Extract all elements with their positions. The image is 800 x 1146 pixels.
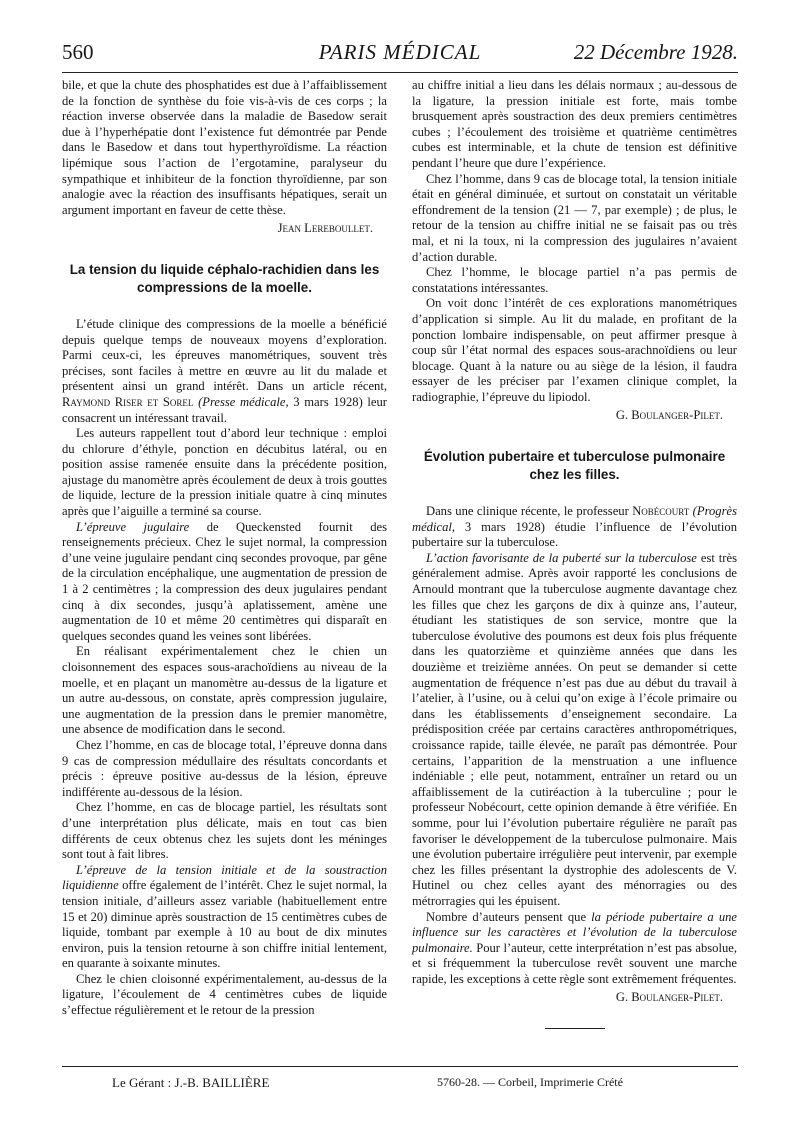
paragraph: au chiffre initial a lieu dans les délais normaux ; au-dessous de la ligature, la pression initiale est forte, mais tombe brusquement après soustraction des deux premiers centimètres cubes ; l’écoulement des troisième et quatrième centimètres cubes est interminable, et la chute de tension est définitive pendant l’heure que dure l’expérience. <box>412 78 737 170</box>
cited-source: (Progrès médical, <box>412 504 737 534</box>
cited-source: (Presse médicale, <box>193 394 289 409</box>
paragraph: En réalisant expérimentalement chez le chien un cloisonnement des espaces sous-arachoïdiens au niveau de la moelle, et en plaçant un manomètre au-dessus de la ligature et un autre au-dessous, on constate, après compression jugulaire, une augmentation de la pression dans le premier manomètre, une absence de modification dans le second. <box>62 644 387 737</box>
end-rule <box>545 1028 605 1029</box>
author-signature: Jean Lereboullet. <box>277 221 373 236</box>
printer-credit: 5760-28. — Corbeil, Imprimerie Crété <box>437 1075 623 1089</box>
paragraph: Chez l’homme, en cas de blocage partiel, les résultats sont d’une interprétation plus délicate, mais en tout cas bien différents de ceux obtenus chez les sujets dont les méninges sont tout à fait libres. <box>62 800 387 862</box>
left-column <box>62 78 387 1019</box>
paragraph: Chez l’homme, en cas de blocage total, l’épreuve donna dans 9 cas de compression médullaire des résultats concordants et précis : épreuve positive au-dessus de la lésion, épreuve indifférente au-dessous de la lésion. <box>62 737 387 799</box>
paragraph: Chez l’homme, dans 9 cas de blocage total, la tension initiale était en général diminuée, et surtout on constatait un véritable effondrement de la tension (21 — 7, par exemple) ; de plus, le retour de la tension au chiffre initial ne se faisait pas ou très mal, et ni la toux, ni la compression des jugulaires n’avaient d’action durable. <box>412 171 737 264</box>
paragraph: Nombre d’auteurs pensent que la période pubertaire a une influence sur les caractères et l’évolution de la tuberculose pulmonaire. Pour l’auteur, cette interprétation n’est pas absolue, et si fréquemment la tuberculose revêt souvent une marche rapide, les exceptions à cette règle sont extrêmement fréquentes. <box>412 909 738 986</box>
page-number: 560 <box>62 40 94 64</box>
paragraph: L’étude clinique des compressions de la moelle a bénéficié depuis quelque temps de nouveaux moyens d’exploration. Parmi ceux-ci, les épreuves manométriques, souvent très précises, sont faciles à mettre en œuvre au lit du malade et présentent ainsi un grand intérêt. Dans un article récent, Raymond Riser et Sorel (Presse médicale, 3 mars 1928) leur consacrent un intéressant travail. <box>62 316 388 425</box>
cited-authors: Raymond Riser et Sorel <box>62 394 194 409</box>
paragraph: L’épreuve de la tension initiale et de la soustraction liquidienne offre également de l’intérêt. Chez le sujet normal, la tension initiale, d’ailleurs assez variable (habituellement entre 15 et 20) diminue après soustraction de 15 centimètres cubes de liquide, tombant par exemple à 10 au bout de dix minutes environ, puis la tension retourne à son chiffre initial lentement, en quarante à soixante minutes. <box>62 862 387 971</box>
paragraph: L’épreuve jugulaire de Queckensted fournit des renseignements précieux. Chez le sujet normal, la compression d’une veine jugulaire pendant cinq secondes provoque, par gêne de la circulation encéphalique, une augmentation de pression de 1 à 2 centimètres ; la compression des deux jugulaires pendant cinq à dix secondes, jusqu’à aplatissement, amène une augmentation de 10 et même 20 centimètres qui disparaît en quelques secondes quand les veines sont libérées. <box>62 519 387 643</box>
running-head <box>62 38 738 73</box>
paragraph: Chez le chien cloisonné expérimentalement, au-dessus de la ligature, l’écoulement de 4 centimètres cubes de liquide s’effectue régulièrement et le retour de la pression <box>62 971 387 1018</box>
page-footer <box>62 1066 738 1107</box>
paragraph: bile, et que la chute des phosphatides est due à l’affaiblissement de la fonction de synthèse du foie vis-à-vis de ces corps ; la réaction inverse observée dans la maladie de Basedow serait due à l’hyperhépatie dont l’existence fut démontrée par Pende dans le Basedow et dans tout hyperthyroïdisme. La réaction lipémique sous l’action de l’ergotamine, paralyseur du sympathique et inhibiteur de la fonction thyroïdienne, par son analogie avec la réaction des insuffisants hépatiques, serait un argument important en faveur de cette thèse. <box>62 78 387 217</box>
article-title: Évolution pubertaire et tuberculose pulmonaire chez les filles. <box>423 449 726 483</box>
paragraph: Chez l’homme, le blocage partiel n’a pas permis de constatations intéressantes. <box>412 265 737 295</box>
author-signature: G. Boulanger-Pilet. <box>615 408 723 423</box>
cited-author: Nobécourt <box>632 504 690 519</box>
paragraph: Les auteurs rappellent tout d’abord leur technique : emploi du chlorure d’éthyle, ponction en décubitus latéral, ou en position assise ramenée ensuite dans la précédente position, ajustage du manomètre après écoulement de deux à trois gouttes de liquide, lecture de la pression initiale quatre à cinq minutes après que l’aiguille a terminé sa course. <box>62 426 387 519</box>
manager-credit: Le Gérant : J.-B. BAILLIÈRE <box>112 1075 270 1090</box>
paragraph: On voit donc l’intérêt de ces explorations manométriques d’application si simple. Au lit du malade, en profitant de la ponction lombaire indispensable, on peut affirmer presque à coup sûr l’état normal des espaces sous-arachnoïdiens ou leur blocage. Quant à la nature ou au siège de la lésion, il faudra essayer de les préciser par l’examen clinique complet, la radiographie, l’épreuve du lipiodol. <box>412 296 737 404</box>
paragraph: L’action favorisante de la puberté sur la tuberculose est très généralement admise. Après avoir rapporté les conclusions de Arnould montrant que la tuberculose augmente davantage chez les filles que chez les garçons de dix à quinze ans, l’auteur, étudiant les statistiques de son service, montre que la tuberculose évolutive des poumons est deux fois plus fréquente dans les quatorzième et quinzième années que dans les douzième et treizième années. On peut se demander si cette augmentation de fréquence n’est pas due au début du travail à l’atelier, à l’usine, ou à celui qu’on exige à l’école primaire ou dans les établissements d’enseignement secondaire. La prédisposition créée par certains caractères anthropométriques, croissance rapide, taille élevée, ne paraît pas démontrée. Pour certains, l’apparition de la menstruation a une influence indéniable ; elle peut, notamment, entraîner un retard ou un affaiblissement de la cutiréaction à la tuberculine ; pour le professeur Nobécourt, cette opinion demande à être vérifiée. En somme, pour lui l’évolution pubertaire régulière ne paraît pas favoriser le développement de la tuberculose pulmonaire. Mais une évolution pubertaire irrégulière peut intervenir, par exemple chez les filles présentant la dystrophie des adolescents de V. Hutinel ou chez celles ayant des ménorragies ou des métrorragies qui les épuisent. <box>412 550 737 908</box>
issue-date: 22 Décembre 1928. <box>573 40 738 64</box>
author-signature: G. Boulanger-Pilet. <box>615 990 723 1005</box>
paragraph: Dans une clinique récente, le professeur Nobécourt (Progrès médical, 3 mars 1928) étudie l’influence de l’évolution pubertaire sur la tuberculose. <box>412 504 737 550</box>
right-column <box>412 78 737 1029</box>
article-title: La tension du liquide céphalo-rachidien dans les compressions de la moelle. <box>69 261 380 295</box>
journal-title: PARIS MÉDICAL <box>318 40 482 64</box>
